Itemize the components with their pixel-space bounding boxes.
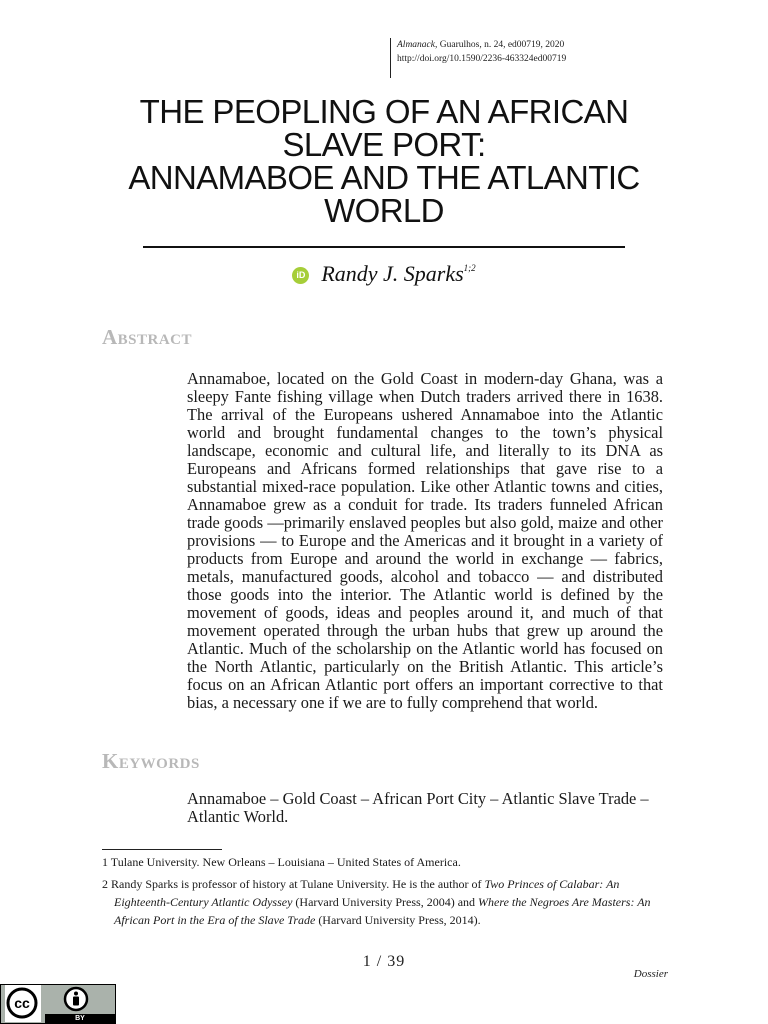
citation-details: , Guarulhos, n. 24, ed00719, 2020 xyxy=(435,40,565,50)
title-line: ANNAMABOE AND THE ATLANTIC xyxy=(128,159,640,196)
page-number: 1 / 39 xyxy=(362,953,406,970)
footnotes xyxy=(102,853,668,933)
title-line: WORLD xyxy=(324,192,444,229)
abstract-heading: Abstract xyxy=(102,325,193,349)
citation-line xyxy=(397,38,566,52)
orcid-icon[interactable]: iD xyxy=(292,267,309,284)
footnote-2-text: (Harvard University Press, 2004) and xyxy=(292,895,479,909)
journal-name: Almanack xyxy=(397,40,435,50)
by-label: BY xyxy=(45,1014,115,1023)
affiliation-marks: 1;2 xyxy=(463,263,476,273)
attribution-icon-body xyxy=(73,997,79,1006)
title-line: SLAVE PORT: xyxy=(282,126,486,163)
footnote-2 xyxy=(102,875,668,929)
footnote-divider xyxy=(102,849,222,850)
keywords-body: Annamaboe – Gold Coast – African Port City – Atlantic Slave Trade – Atlantic World. xyxy=(187,789,649,826)
author-name: Randy J. Sparks xyxy=(321,261,464,286)
title-line: THE PEOPLING OF AN AFRICAN xyxy=(139,93,629,130)
citation-block xyxy=(390,38,566,78)
cc-icon-text: cc xyxy=(14,995,30,1011)
keywords-heading: Keywords xyxy=(102,749,200,773)
section-label: Dossier xyxy=(633,968,668,980)
cc-license-badge[interactable] xyxy=(0,984,116,1024)
footnote-1: 1 Tulane University. New Orleans – Louisiana – United States of America. xyxy=(102,855,461,869)
footnote-2-text: (Harvard University Press, 2014). xyxy=(315,913,481,927)
book-title: Two Princes of Calabar: An Eighteenth-Century Atlantic Odyssey xyxy=(114,877,620,909)
attribution-icon-head xyxy=(74,992,78,996)
title-divider xyxy=(143,246,625,248)
book-title: Where the Negroes Are Masters: An African Port in the Era of the Slave Trade xyxy=(114,895,651,927)
doi-link[interactable]: http://doi.org/10.1590/2236-463324ed00719 xyxy=(397,54,567,64)
article-title xyxy=(80,95,688,227)
author-byline xyxy=(0,254,768,288)
footnote-2-text: 2 Randy Sparks is professor of history at Tulane University. He is the author of xyxy=(102,877,485,891)
abstract-body: Annamaboe, located on the Gold Coast in modern-day Ghana, was a sleepy Fante fishing village when Dutch traders arrived there in 1638. The arrival of the Europeans ushered Annamaboe into the Atlantic world and brought fundamental changes to the town’s physical landscape, economic and cultural life, and literally to its DNA as Europeans and Africans formed relationships that gave rise to a substantial mixed-race population. Like other Atlantic towns and cities, Annamaboe grew as a conduit for trade. Its traders funneled African trade goods —primarily enslaved peoples but also gold, maize and other provisions — to Europe and the Americas and it brought in a variety of products from Europe and around the world in exchange — fabrics, metals, manufactured goods, alcohol and tobacco — and distributed those goods into the interior. The Atlantic world is defined by the movement of goods, ideas and peoples around it, and much of that movement operated through the urban hubs that grew up around the Atlantic. Much of the scholarship on the Atlantic world has focused on the North Atlantic, particularly on the British Atlantic. This article’s focus on an African Atlantic port offers an important corrective to that bias, a necessary one if we are to fully comprehend that world. xyxy=(187,369,663,712)
